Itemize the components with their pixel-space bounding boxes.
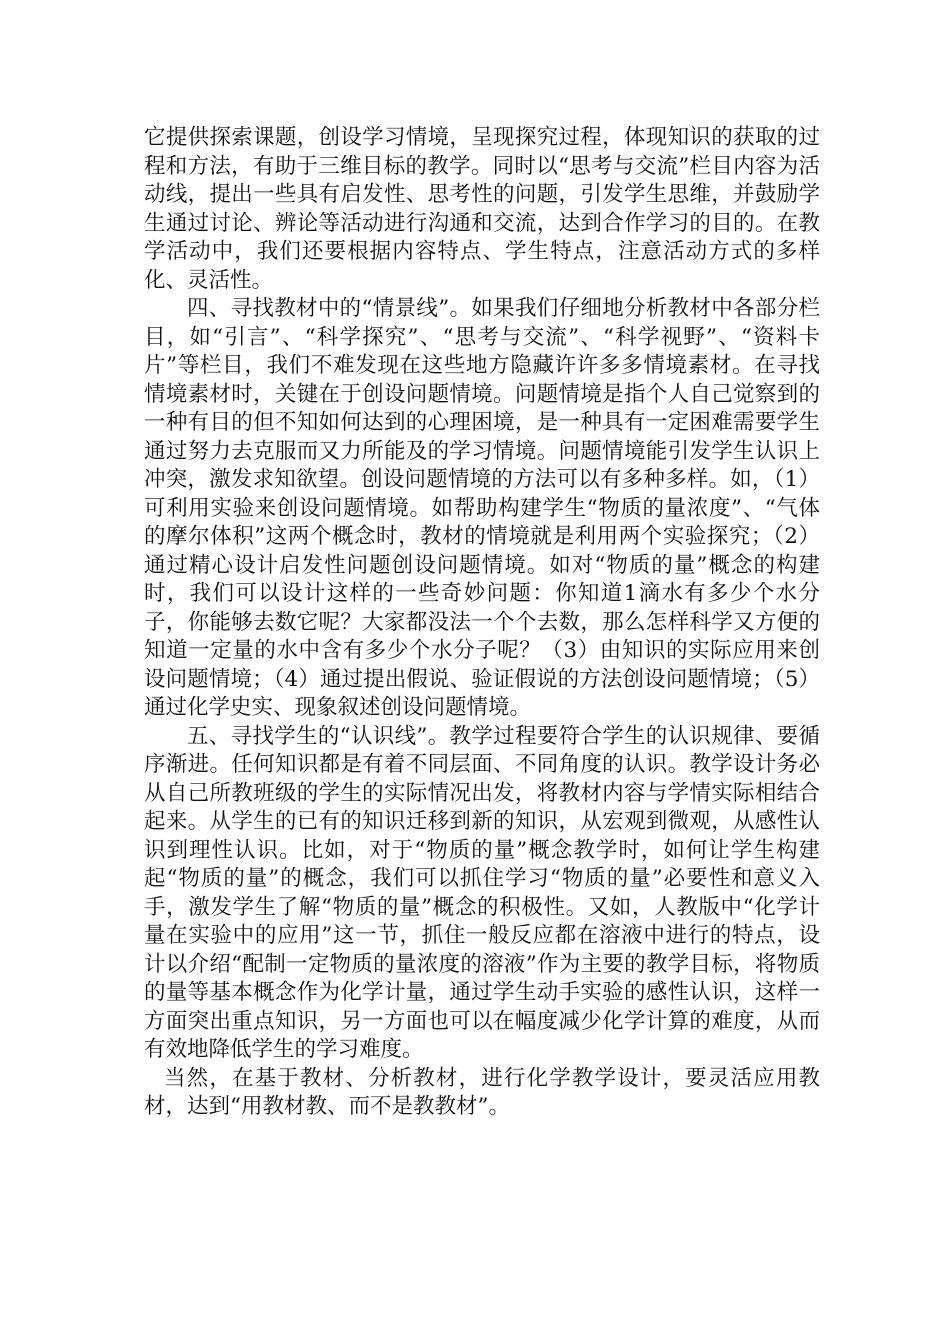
- paragraph-cognition-line: 五、寻找学生的“认识线”。教学过程要符合学生的认识规律、要循序渐进。任何知识都是有着不同层面、不同角度的认识。教学设计务必从自己所教班级的学生的实际情况出发，将教材内容与学情实际相结合起来。从学生的已有的知识迁移到新的知识，从宏观到微观，从感性认识到理性认识。比如，对于“物质的量”概念教学时，如何让学生构建起“物质的量”的概念，我们可以抓住学习“物质的量”必要性和意义入手，激发学生了解“物质的量”概念的积极性。又如，人教版中“化学计量在实验中的应用”这一节，抓住一般反应都在溶液中进行的特点，设计以介绍“配制一定物质的量浓度的溶液”作为主要的教学目标，将物质的量等基本概念作为化学计量，通过学生动手实验的感性认识，这样一方面突出重点知识，另一方面也可以在幅度减少化学计算的难度，从而有效地降低学生的学习难度。: [144, 723, 820, 1062]
- paragraph-conclusion: 当然，在基于教材、分析教材，进行化学教学设计，要灵活应用教材，达到“用教材教、而不是教教材”。: [144, 1065, 820, 1119]
- paragraph-activity-line: 它提供探索课题，创设学习情境，呈现探究过程，体现知识的获取的过程和方法，有助于三维目标的教学。同时以“思考与交流”栏目内容为活动线，提出一些具有启发性、思考性的问题，引发学生思维，并鼓励学生通过讨论、辨论等活动进行沟通和交流，达到合作学习的目的。在教学活动中，我们还要根据内容特点、学生特点，注意活动方式的多样化、灵活性。: [144, 125, 820, 293]
- document-body: [144, 124, 820, 1122]
- paragraph-situation-line: 四、寻找教材中的“情景线”。如果我们仔细地分析教材中各部分栏目，如“引言”、“科学探究”、“思考与交流”、“科学视野”、“资料卡片”等栏目，我们不难发现在这些地方隐藏许许多多情境素材。在寻找情境素材时，关键在于创设问题情境。问题情境是指个人自己觉察到的一种有目的但不知如何达到的心理困境，是一种具有一定困难需要学生通过努力去克服而又力所能及的学习情境。问题情境能引发学生认识上冲突，激发求知欲望。创设问题情境的方法可以有多种多样。如，（1）可利用实验来创设问题情境。如帮助构建学生“物质的量浓度”、“气体的摩尔体积”这两个概念时，教材的情境就是利用两个实验探究；（2）通过精心设计启发性问题创设问题情境。如对“物质的量”概念的构建时，我们可以设计这样的一些奇妙问题：你知道1滴水有多少个水分子，你能够去数它呢？大家都没法一个个去数，那么怎样科学又方便的知道一定量的水中含有多少个水分子呢？（3）由知识的实际应用来创设问题情境；（4）通过提出假说、验证假说的方法创设问题情境；（5）通过化学史实、现象叙述创设问题情境。: [144, 296, 820, 720]
